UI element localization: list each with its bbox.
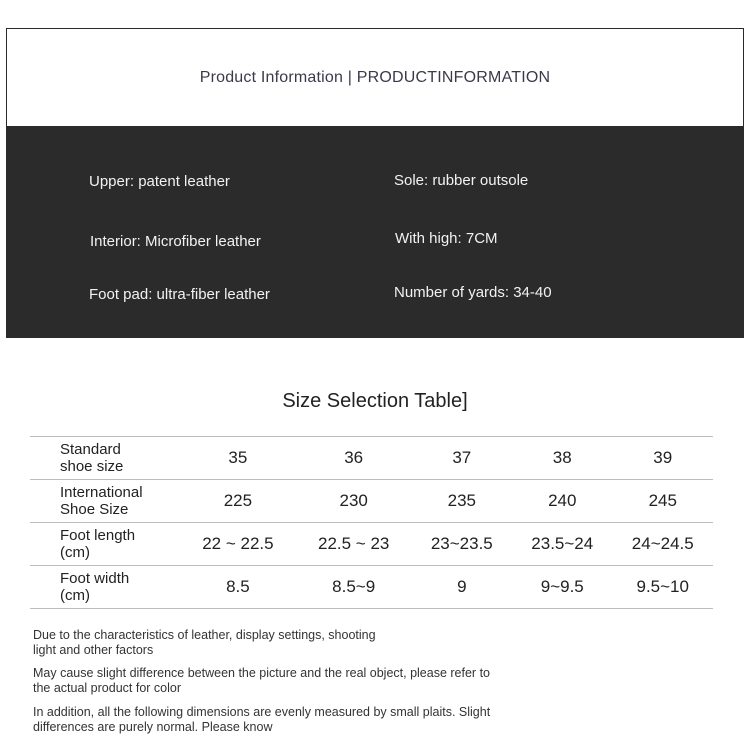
table-cell: 23.5~24 <box>512 523 612 566</box>
spec-upper: Upper: patent leather <box>89 173 230 190</box>
table-cell: 9.5~10 <box>613 566 714 609</box>
spec-heel-height: With high: 7CM <box>395 230 498 247</box>
table-cell: 35 <box>180 437 296 480</box>
table-cell: 36 <box>296 437 412 480</box>
note-line: May cause slight difference between the picture and the real object, please refer to <box>33 666 490 680</box>
table-row-standard-size <box>30 437 713 480</box>
table-cell: 230 <box>296 480 412 523</box>
table-cell: 9~9.5 <box>512 566 612 609</box>
spec-interior: Interior: Microfiber leather <box>90 233 261 250</box>
note-line: light and other factors <box>33 643 154 657</box>
note-line: the actual product for color <box>33 681 181 695</box>
table-cell: 37 <box>412 437 512 480</box>
size-table-title: Size Selection Table] <box>282 390 468 412</box>
row-label-line2: shoe size <box>60 458 124 475</box>
product-info-title: Product Information | PRODUCTINFORMATION <box>199 69 551 86</box>
note-line: Due to the characteristics of leather, display settings, shooting <box>33 628 376 642</box>
table-cell: 22 ~ 22.5 <box>180 523 296 566</box>
spec-foot-pad: Foot pad: ultra-fiber leather <box>89 286 270 303</box>
table-cell: 240 <box>512 480 612 523</box>
note-measurement <box>33 705 593 735</box>
table-cell: 24~24.5 <box>613 523 714 566</box>
note-line: In addition, all the following dimensions are evenly measured by small plaits. Slight <box>33 705 491 719</box>
product-info-header <box>6 28 744 126</box>
row-label-line1: International <box>60 484 143 501</box>
size-selection-table <box>30 436 713 609</box>
spec-sole: Sole: rubber outsole <box>394 172 529 189</box>
row-label-line2: (cm) <box>60 544 90 561</box>
table-cell: 22.5 ~ 23 <box>296 523 412 566</box>
table-cell: 235 <box>412 480 512 523</box>
row-label-line1: Foot width <box>60 570 130 587</box>
table-row-foot-width <box>30 566 713 609</box>
spec-panel <box>6 126 744 338</box>
table-cell: 8.5 <box>180 566 296 609</box>
note-color-difference <box>33 666 593 696</box>
row-label <box>30 523 180 566</box>
table-cell: 245 <box>613 480 714 523</box>
table-row-foot-length <box>30 523 713 566</box>
note-leather-characteristics <box>33 628 553 658</box>
note-line: differences are purely normal. Please know <box>33 720 273 734</box>
row-label <box>30 480 180 523</box>
table-cell: 39 <box>613 437 714 480</box>
table-cell: 23~23.5 <box>412 523 512 566</box>
row-label-line2: Shoe Size <box>60 501 129 518</box>
row-label-line1: Standard <box>60 441 121 458</box>
table-row-international-size <box>30 480 713 523</box>
row-label-line1: Foot length <box>60 527 136 544</box>
table-cell: 9 <box>412 566 512 609</box>
table-cell: 38 <box>512 437 612 480</box>
table-cell: 225 <box>180 480 296 523</box>
table-cell: 8.5~9 <box>296 566 412 609</box>
row-label-line2: (cm) <box>60 587 90 604</box>
row-label <box>30 566 180 609</box>
row-label <box>30 437 180 480</box>
spec-yards: Number of yards: 34-40 <box>394 284 552 301</box>
